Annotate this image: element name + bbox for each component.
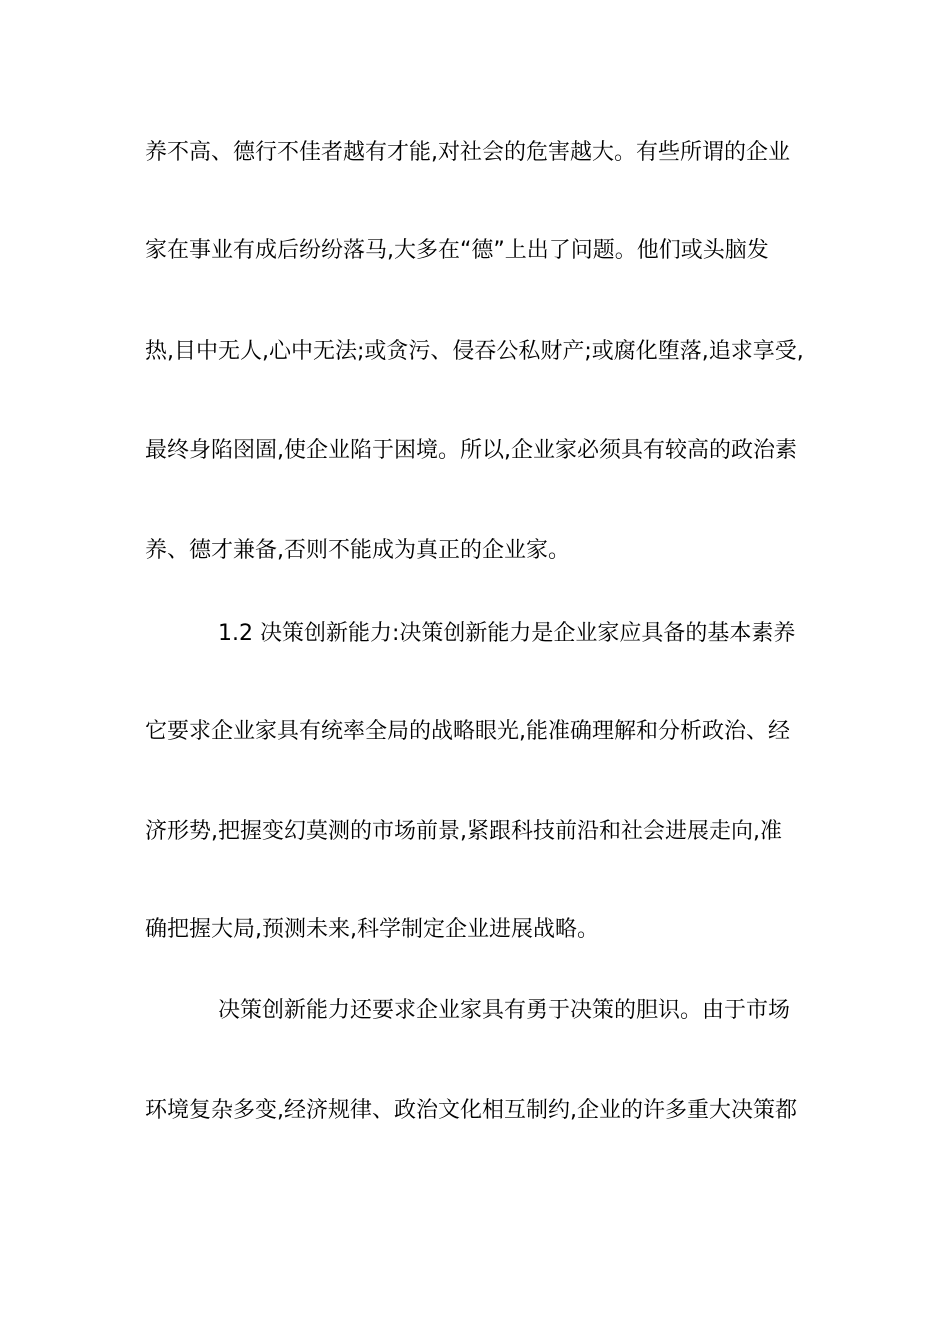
text-line-2: 家在事业有成后纷纷落马,大多在“德”上出了问题。他们或头脑发 (145, 238, 769, 263)
section-heading-line: 1.2 决策创新能力:决策创新能力是企业家应具备的基本素养 (218, 621, 796, 646)
text-line-1: 养不高、德行不佳者越有才能,对社会的危害越大。有些所谓的企业 (145, 140, 790, 165)
text-line-4: 最终身陷囹圄,使企业陷于困境。所以,企业家必须具有较高的政治素 (145, 438, 797, 463)
text-line-3: 热,目中无人,心中无法;或贪污、侵吞公私财产;或腐化堕落,追求享受, (145, 339, 804, 364)
paragraph-start-line: 决策创新能力还要求企业家具有勇于决策的胆识。由于市场 (218, 998, 791, 1023)
text-line-11: 环境复杂多变,经济规律、政治文化相互制约,企业的许多重大决策都 (145, 1098, 797, 1123)
text-line-8: 济形势,把握变幻莫测的市场前景,紧跟科技前沿和社会进展走向,准 (145, 819, 782, 844)
text-line-5: 养、德才兼备,否则不能成为真正的企业家。 (145, 538, 570, 563)
text-line-7: 它要求企业家具有统率全局的战略眼光,能准确理解和分析政治、经 (145, 719, 790, 744)
text-line-9: 确把握大局,预测未来,科学制定企业进展战略。 (145, 917, 599, 942)
